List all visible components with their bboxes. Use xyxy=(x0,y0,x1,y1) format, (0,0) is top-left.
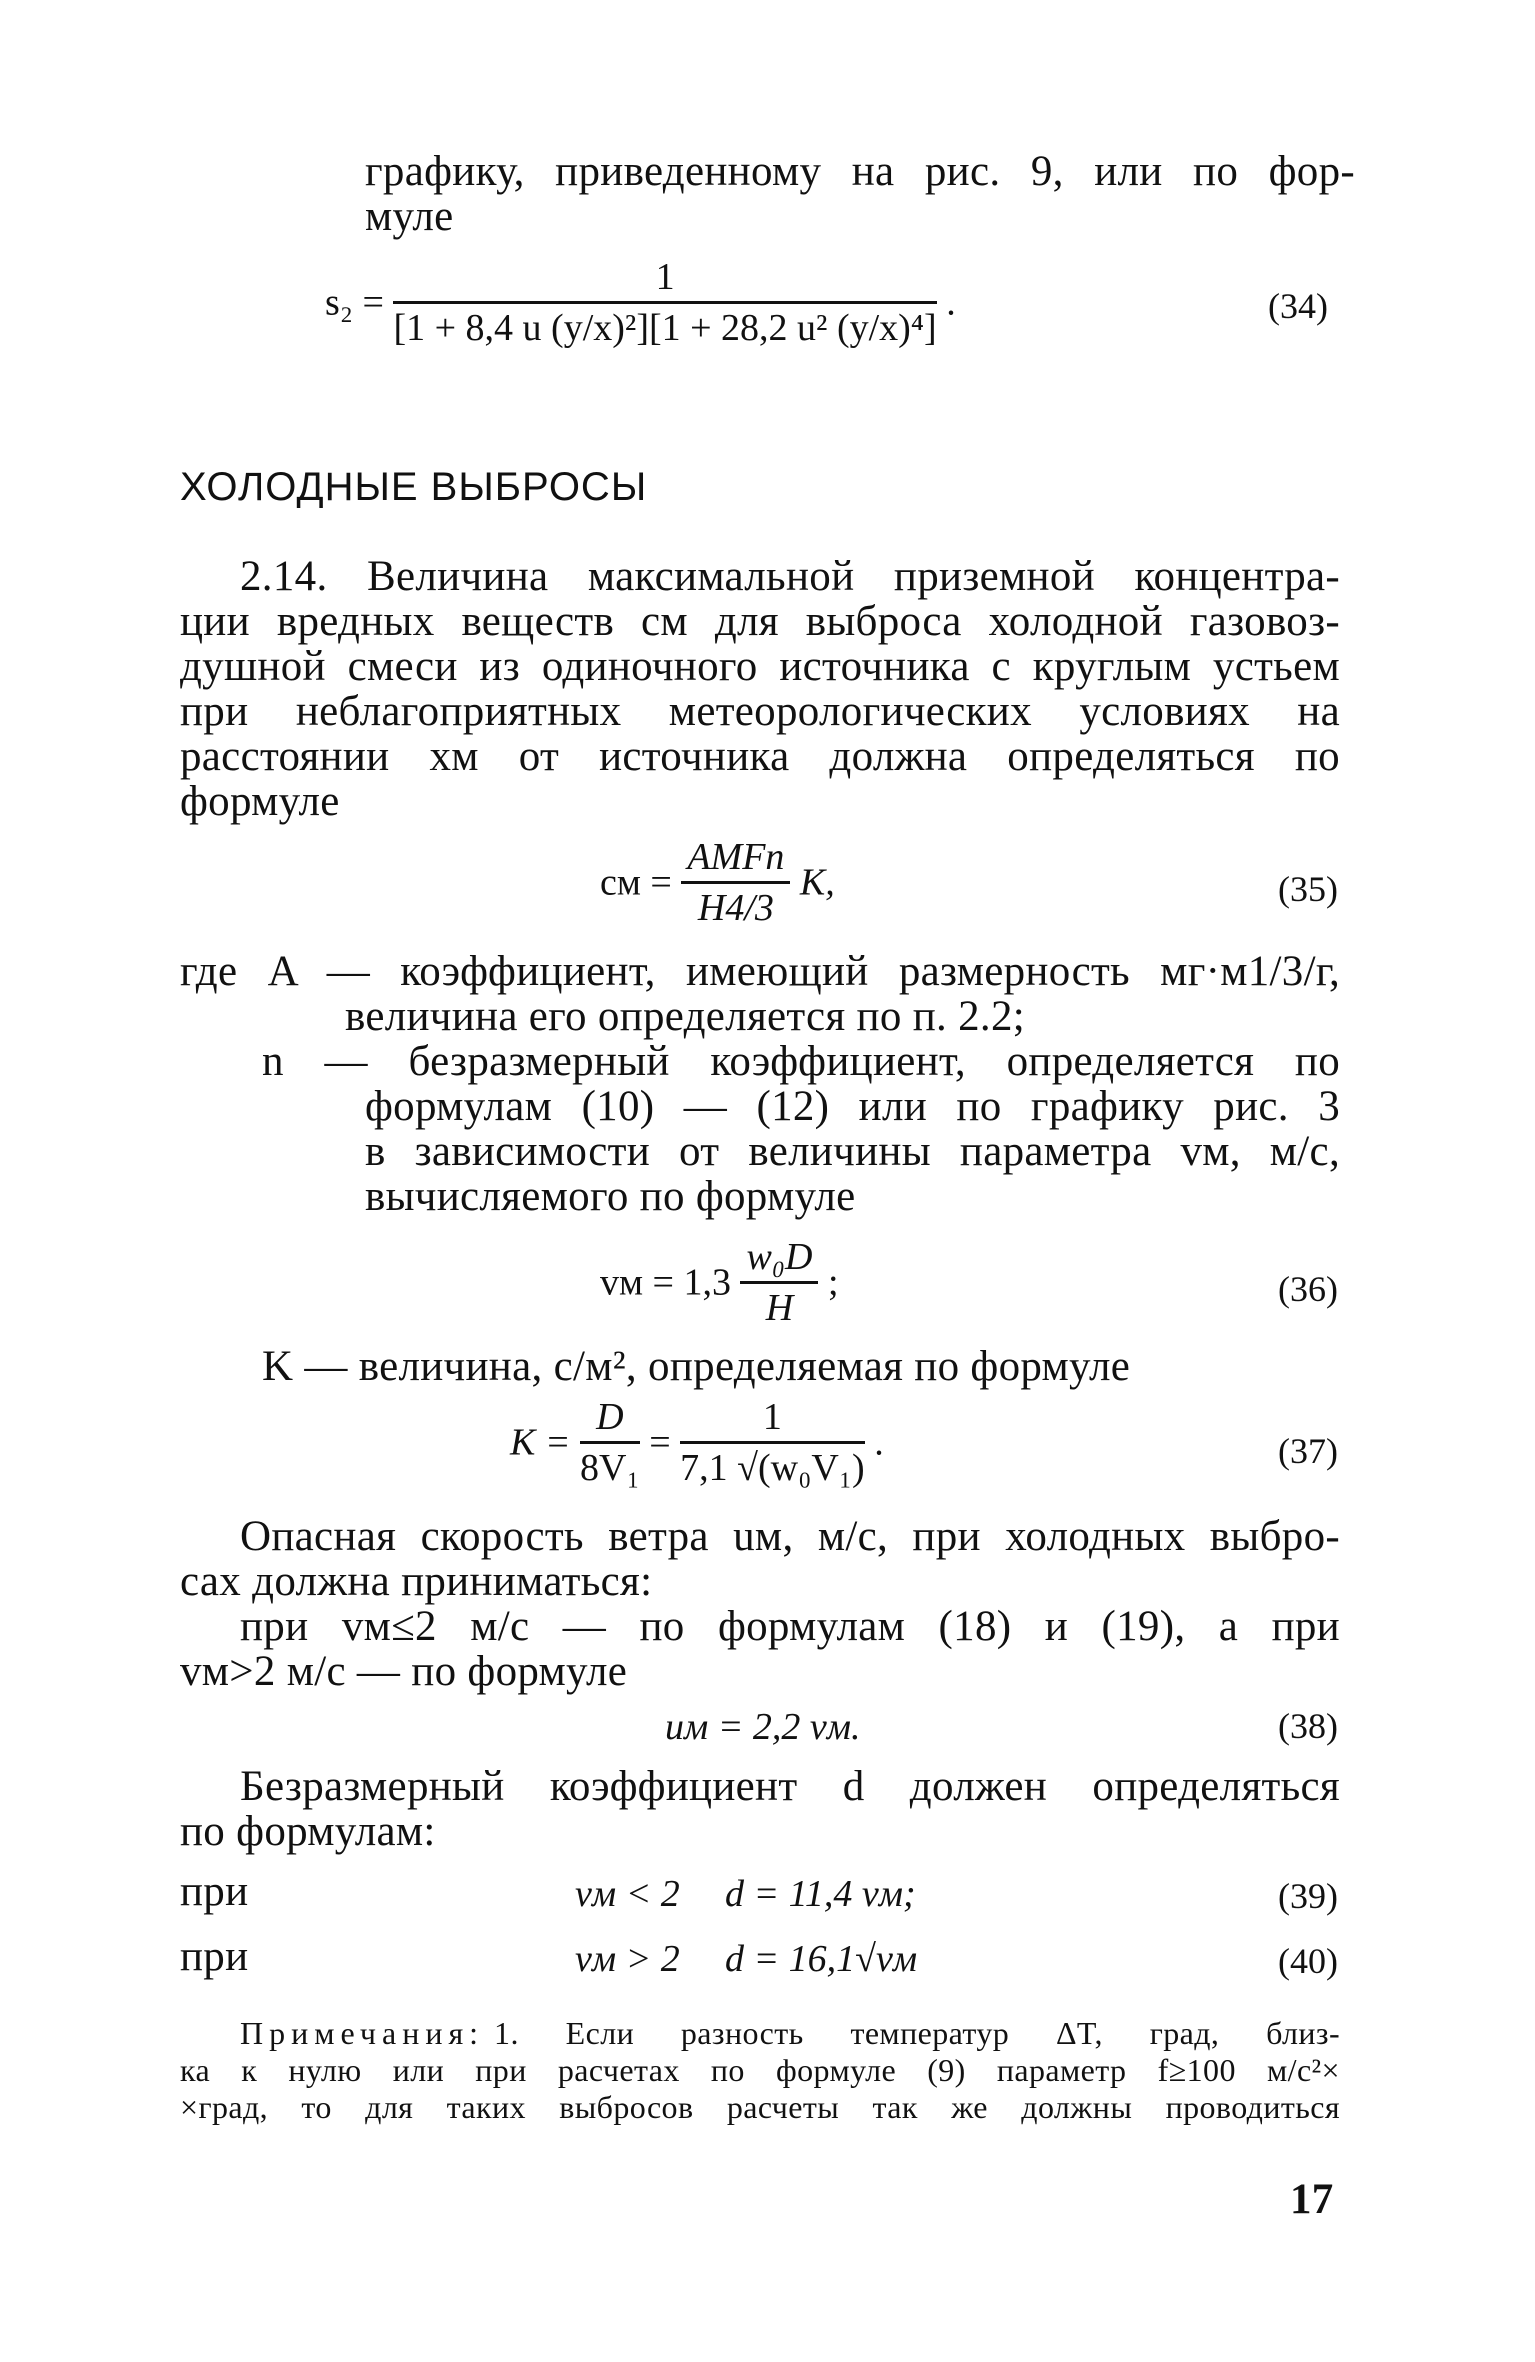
where-line-1: где A — коэффициент, имеющий размерность мг·м1/3/г, xyxy=(180,948,1340,995)
eq34-denominator: [1 + 8,4 u (y/x)²][1 + 28,2 u² (y/x)⁴] xyxy=(393,307,937,349)
eq37-lhs: K = xyxy=(510,1421,571,1464)
equation-35 xyxy=(600,835,835,930)
eq36-tail: ; xyxy=(827,1261,839,1304)
eq40-formula: d = 16,1√vм xyxy=(725,1938,918,1980)
eq37-number: (37) xyxy=(1278,1431,1338,1471)
wind-line-4: vм>2 м/с — по формуле xyxy=(180,1648,628,1695)
eq36-number: (36) xyxy=(1278,1269,1338,1309)
eq38-number: (38) xyxy=(1278,1706,1338,1746)
equation-38: uм = 2,2 vм. xyxy=(665,1706,861,1748)
equation-34 xyxy=(325,255,956,350)
where-line-4: формулам (10) — (12) или по графику рис. 3 xyxy=(365,1083,1340,1130)
eq36-lhs: vм = 1,3 xyxy=(600,1261,731,1304)
equation-36 xyxy=(600,1235,839,1330)
eq39-label: при xyxy=(180,1868,249,1915)
k-definition-line: K — величина, с/м², определяемая по формуле xyxy=(262,1343,1131,1390)
eq35-denominator: H4/3 xyxy=(697,887,774,929)
eq39-condition: vм < 2 xyxy=(575,1873,680,1915)
eq37-mid: = xyxy=(649,1421,671,1464)
note-line-3: ×град, то для таких выбросов расчеты так же должны проводиться xyxy=(180,2089,1340,2125)
d-line-1: Безразмерный коэффициент d должен определяться xyxy=(240,1763,1340,1810)
note-line-2: ка к нулю или при расчетах по формуле (9) параметр f≥100 м/с²× xyxy=(180,2052,1340,2088)
eq37-fraction-1 xyxy=(580,1395,640,1490)
para-2-14-line-2: ции вредных веществ cм для выброса холодной газовоз- xyxy=(180,598,1340,645)
para-2-14-line-3: душной смеси из одиночного источника с круглым устьем xyxy=(180,643,1340,690)
eq40-number: (40) xyxy=(1278,1941,1338,1981)
eq34-number: (34) xyxy=(1268,286,1328,326)
para-2-14-line-4: при неблагоприятных метеорологических условиях на xyxy=(180,688,1340,735)
page-number: 17 xyxy=(1290,2176,1334,2223)
eq37-denominator-1: 8V₁ xyxy=(580,1447,640,1489)
wind-line-3: при vм≤2 м/с — по формулам (18) и (19), а при xyxy=(240,1603,1340,1650)
eq37-numerator-2: 1 xyxy=(680,1395,865,1444)
eq35-number: (35) xyxy=(1278,869,1338,909)
eq39-formula: d = 11,4 vм; xyxy=(725,1873,916,1915)
eq34-lhs: s₂ = xyxy=(325,281,384,324)
eq40-label: при xyxy=(180,1933,249,1980)
note-line-1 xyxy=(240,2015,1340,2051)
intro-line-2: муле xyxy=(365,193,454,240)
equation-37 xyxy=(510,1395,884,1490)
para-2-14-line-1: 2.14. Величина максимальной приземной концентра- xyxy=(240,553,1340,600)
eq39-number: (39) xyxy=(1278,1876,1338,1916)
eq35-tail: K, xyxy=(799,861,835,904)
eq40-condition: vм > 2 xyxy=(575,1938,680,1980)
wind-line-2: сах должна приниматься: xyxy=(180,1558,653,1605)
eq36-fraction xyxy=(740,1235,818,1330)
where-line-6: вычисляемого по формуле xyxy=(365,1173,856,1220)
eq37-denominator-2: 7,1 √(w₀V₁) xyxy=(680,1447,865,1489)
eq35-fraction xyxy=(681,835,790,930)
eq37-fraction-2 xyxy=(680,1395,865,1490)
where-line-5: в зависимости от величины параметра vм, м/с, xyxy=(365,1128,1340,1175)
intro-line-1: графику, приведенному на рис. 9, или по фор- xyxy=(365,148,1355,195)
where-line-2: величина его определяется по п. 2.2; xyxy=(345,993,1026,1040)
para-2-14-line-6: формуле xyxy=(180,778,340,825)
eq35-numerator: AMFn xyxy=(681,835,790,884)
eq37-numerator-1: D xyxy=(580,1395,640,1444)
wind-line-1: Опасная скорость ветра uм, м/с, при холодных выбро- xyxy=(240,1513,1340,1560)
eq36-denominator: H xyxy=(765,1287,794,1329)
eq36-numerator: w₀D xyxy=(740,1235,818,1284)
note-text-1: 1. Если разность температур ΔT, град, близ- xyxy=(494,2015,1340,2051)
section-heading: ХОЛОДНЫЕ ВЫБРОСЫ xyxy=(180,465,648,509)
where-line-3: n — безразмерный коэффициент, определяется по xyxy=(262,1038,1340,1085)
eq35-lhs: cм = xyxy=(600,861,672,904)
eq37-tail: . xyxy=(874,1421,884,1464)
note-title: Примечания: xyxy=(240,2015,485,2051)
eq34-numerator: 1 xyxy=(393,255,936,304)
para-2-14-line-5: расстоянии xм от источника должна определяться по xyxy=(180,733,1340,780)
eq34-fraction xyxy=(393,255,936,350)
d-line-2: по формулам: xyxy=(180,1808,436,1855)
eq34-tail: . xyxy=(946,281,956,324)
